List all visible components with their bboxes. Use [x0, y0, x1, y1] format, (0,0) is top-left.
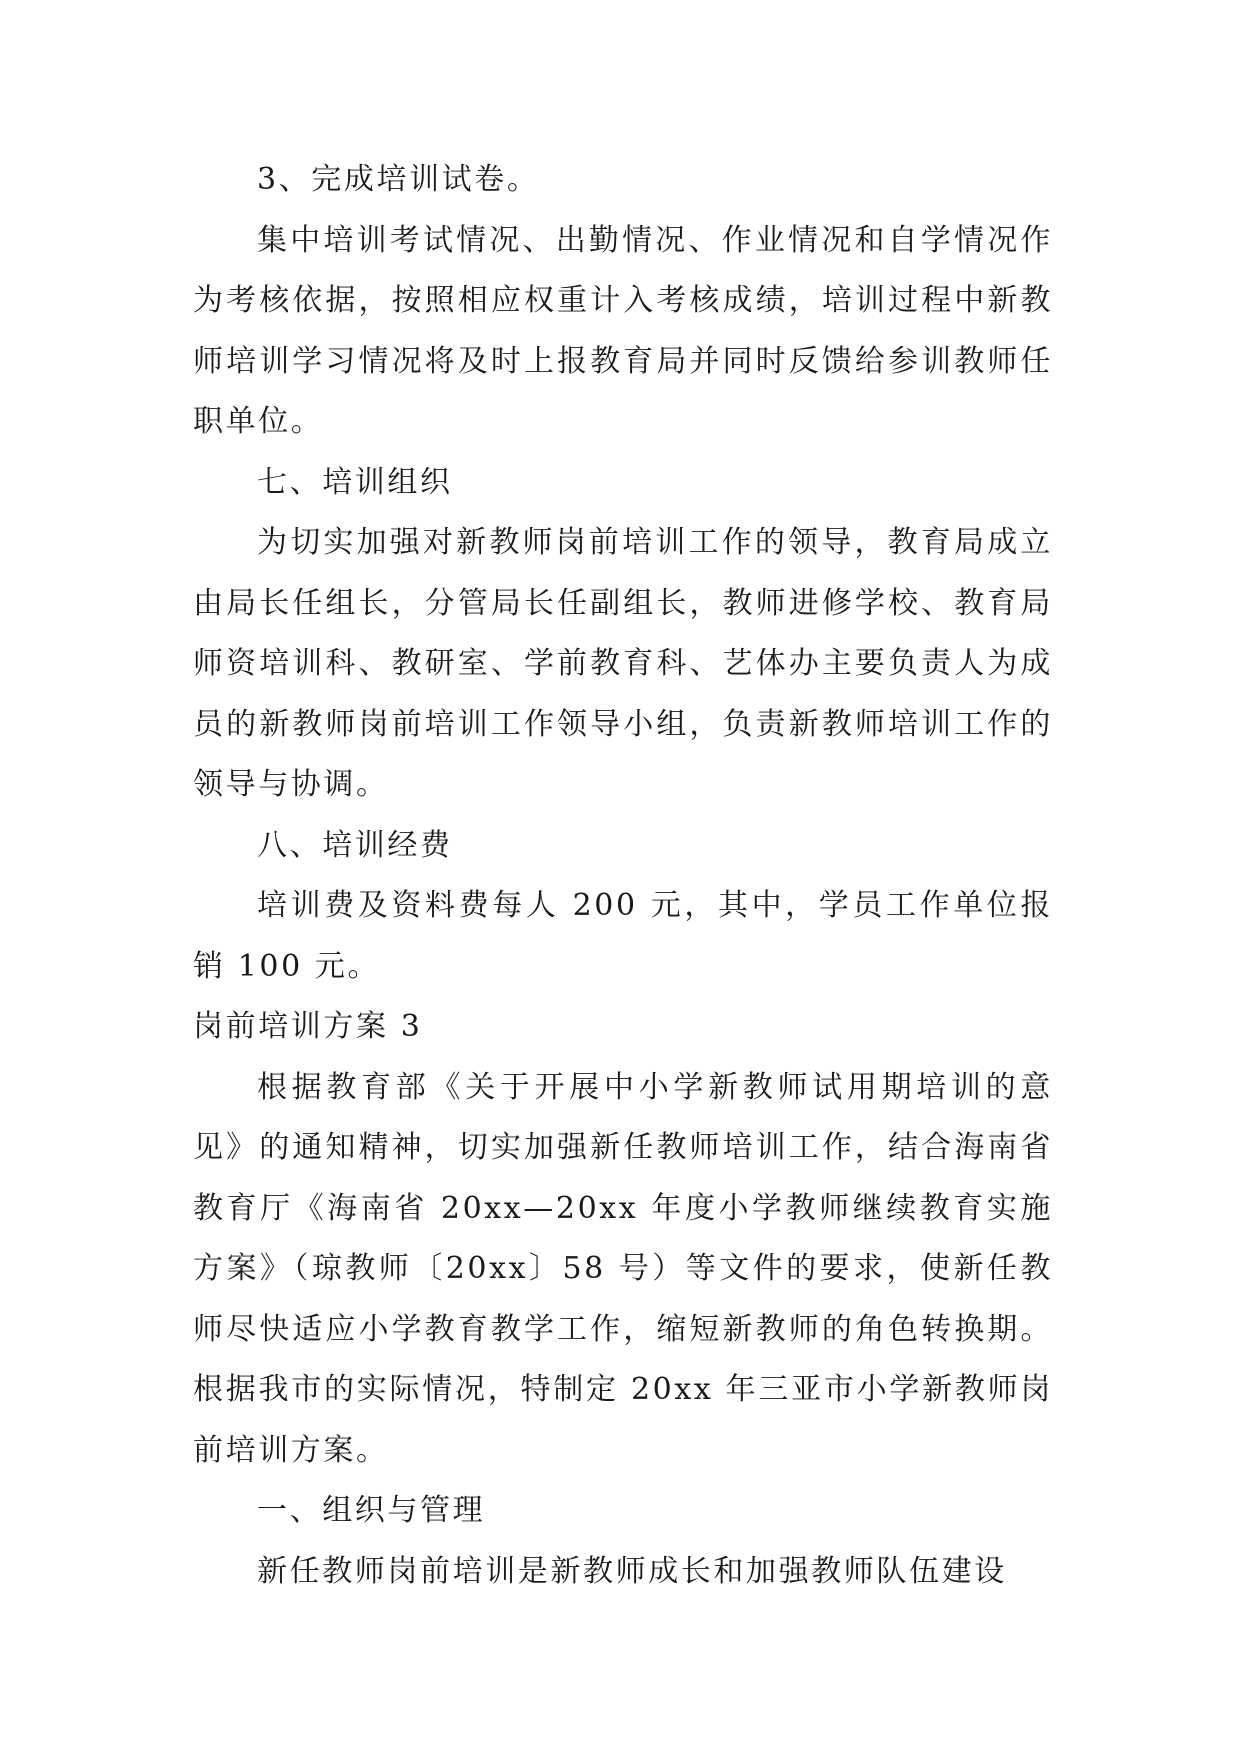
paragraph-intro: 新任教师岗前培训是新教师成长和加强教师队伍建设 [257, 1553, 1007, 1589]
section-heading-8: 八、培训经费 [257, 827, 453, 863]
paragraph-item-3: 3、完成培训试卷。 [257, 162, 540, 197]
paragraph-funding: 培训费及资料费每人 200 元，其中，学员工作单位报销 100 元。 [193, 888, 1053, 984]
paragraph-background: 根据教育部《关于开展中小学新教师试用期培训的意见》的通知精神，切实加强新任教师培训工作，结合海南省教育厅《海南省 20xx—20xx 年度小学教师继续教育实施方案》（琼教师〔20xx〕58 号）等文件的要求，使新任教师尽快适应小学教育教学工作，缩短新教师的角色转换期。根据我市的实际情况，特制定 20xx 年三亚市小学新教师岗前培训方案。 [193, 1069, 1053, 1468]
section-heading-1: 一、组织与管理 [257, 1493, 486, 1528]
paragraph-assessment: 集中培训考试情况、出勤情况、作业情况和自学情况作为考核依据，按照相应权重计入考核成绩，培训过程中新教师培训学习情况将及时上报教育局并同时反馈给参训教师任职单位。 [193, 222, 1053, 439]
plan-title-3: 岗前培训方案 3 [193, 1009, 423, 1044]
document-body [193, 150, 1053, 1602]
paragraph-organization: 为切实加强对新教师岗前培训工作的领导，教育局成立由局长任组长，分管局长任副组长，教师进修学校、教育局师资培训科、教研室、学前教育科、艺体办主要负责人为成员的新教师岗前培训工作领导小组，负责新教师培训工作的领导与协调。 [193, 525, 1053, 802]
section-heading-7: 七、培训组织 [257, 464, 453, 500]
